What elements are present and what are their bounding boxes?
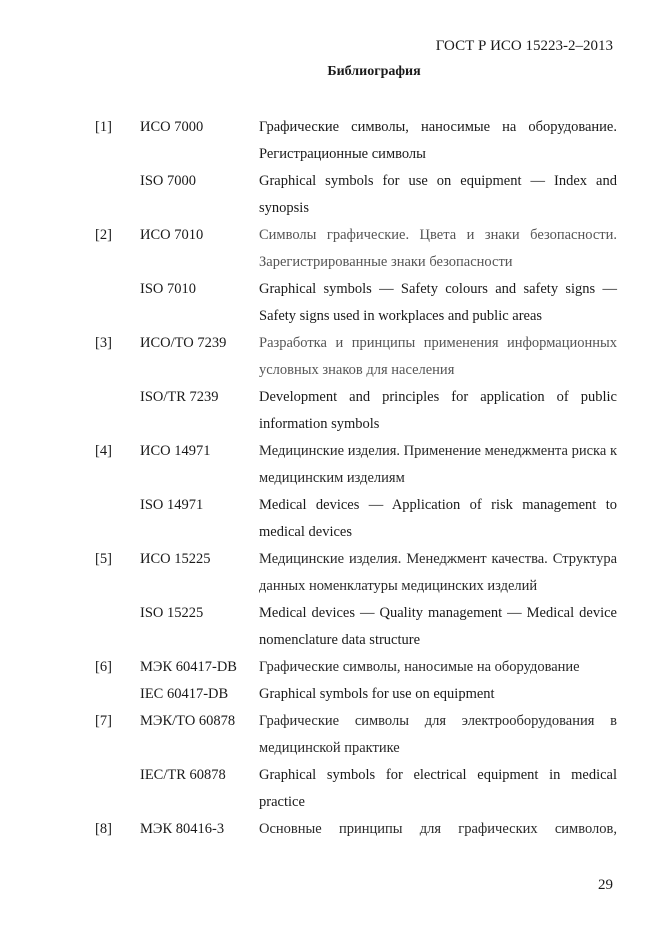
bib-text: Medical devices — Application of risk management to medical devices: [259, 497, 617, 540]
bib-number: [2]: [95, 227, 112, 243]
bib-entry: [0, 330, 661, 384]
bib-code: ИСО 7010: [140, 227, 204, 243]
bib-text: Графические символы для электрооборудования в медицинской практике: [259, 713, 617, 756]
bib-entry: [0, 816, 661, 843]
bib-number: [8]: [95, 821, 112, 837]
bib-number: [3]: [95, 335, 112, 351]
bib-number: [6]: [95, 659, 112, 675]
bib-entry: [0, 762, 661, 816]
bib-code: ISO 14971: [140, 497, 204, 513]
bib-text: Графические символы, наносимые на оборудование. Регистрационные символы: [259, 119, 617, 162]
bib-entry: [0, 492, 661, 546]
bib-text: Graphical symbols — Safety colours and safety signs — Safety signs used in workplaces and public areas: [259, 281, 617, 324]
bib-text: Медицинские изделия. Менеджмент качества. Структура данных номенклатуры медицинских изделий: [259, 551, 617, 594]
bib-text: Graphical symbols for use on equipment: [259, 686, 495, 702]
bib-entry: [0, 654, 661, 681]
bib-code: ISO 15225: [140, 605, 204, 621]
bib-entry: [0, 438, 661, 492]
bib-text: Medical devices — Quality management — Medical device nomenclature data structure: [259, 605, 617, 648]
bib-entry: [0, 600, 661, 654]
bib-code: МЭК 60417-DB: [140, 659, 237, 675]
bib-code: МЭК 80416-3: [140, 821, 225, 837]
bib-entry: [0, 546, 661, 600]
bib-text: Медицинские изделия. Применение менеджмента риска к медицинским изделиям: [259, 443, 617, 486]
bib-entry: [0, 276, 661, 330]
bib-text: Graphical symbols for use on equipment — Index and synopsis: [259, 173, 617, 216]
bib-code: ИСО 15225: [140, 551, 211, 567]
bib-entry: [0, 681, 661, 708]
bib-code: IEC/TR 60878: [140, 767, 226, 783]
bib-text: Основные принципы для графических символов,: [259, 821, 617, 837]
bib-entry: [0, 222, 661, 276]
standard-code: ГОСТ Р ИСО 15223-2–2013: [435, 38, 613, 54]
bib-code: ИСО 14971: [140, 443, 211, 459]
bib-number: [4]: [95, 443, 112, 459]
bib-code: ИСО 7000: [140, 119, 204, 135]
bib-code: МЭК/ТО 60878: [140, 713, 236, 729]
bib-entry: [0, 114, 661, 168]
bib-number: [7]: [95, 713, 112, 729]
bib-entry: [0, 384, 661, 438]
bib-text: Графические символы, наносимые на оборудование: [259, 659, 580, 675]
bib-entry: [0, 168, 661, 222]
bibliography-title: Библиография: [327, 64, 421, 79]
bib-text: Development and principles for application of public information symbols: [259, 389, 617, 432]
bib-text: Символы графические. Цвета и знаки безопасности. Зарегистрированные знаки безопасности: [259, 227, 617, 270]
bib-code: IEC 60417-DB: [140, 686, 229, 702]
bib-code: ISO/TR 7239: [140, 389, 219, 405]
bib-text: Graphical symbols for electrical equipment in medical practice: [259, 767, 617, 810]
bib-number: [5]: [95, 551, 112, 567]
bib-code: ISO 7010: [140, 281, 196, 297]
bib-number: [1]: [95, 119, 112, 135]
bib-entry: [0, 708, 661, 762]
bibliography-list: [0, 114, 661, 843]
page-number: 29: [598, 877, 613, 893]
bib-text: Разработка и принципы применения информационных условных знаков для населения: [259, 335, 617, 378]
bib-code: ИСО/ТО 7239: [140, 335, 227, 351]
bib-code: ISO 7000: [140, 173, 196, 189]
